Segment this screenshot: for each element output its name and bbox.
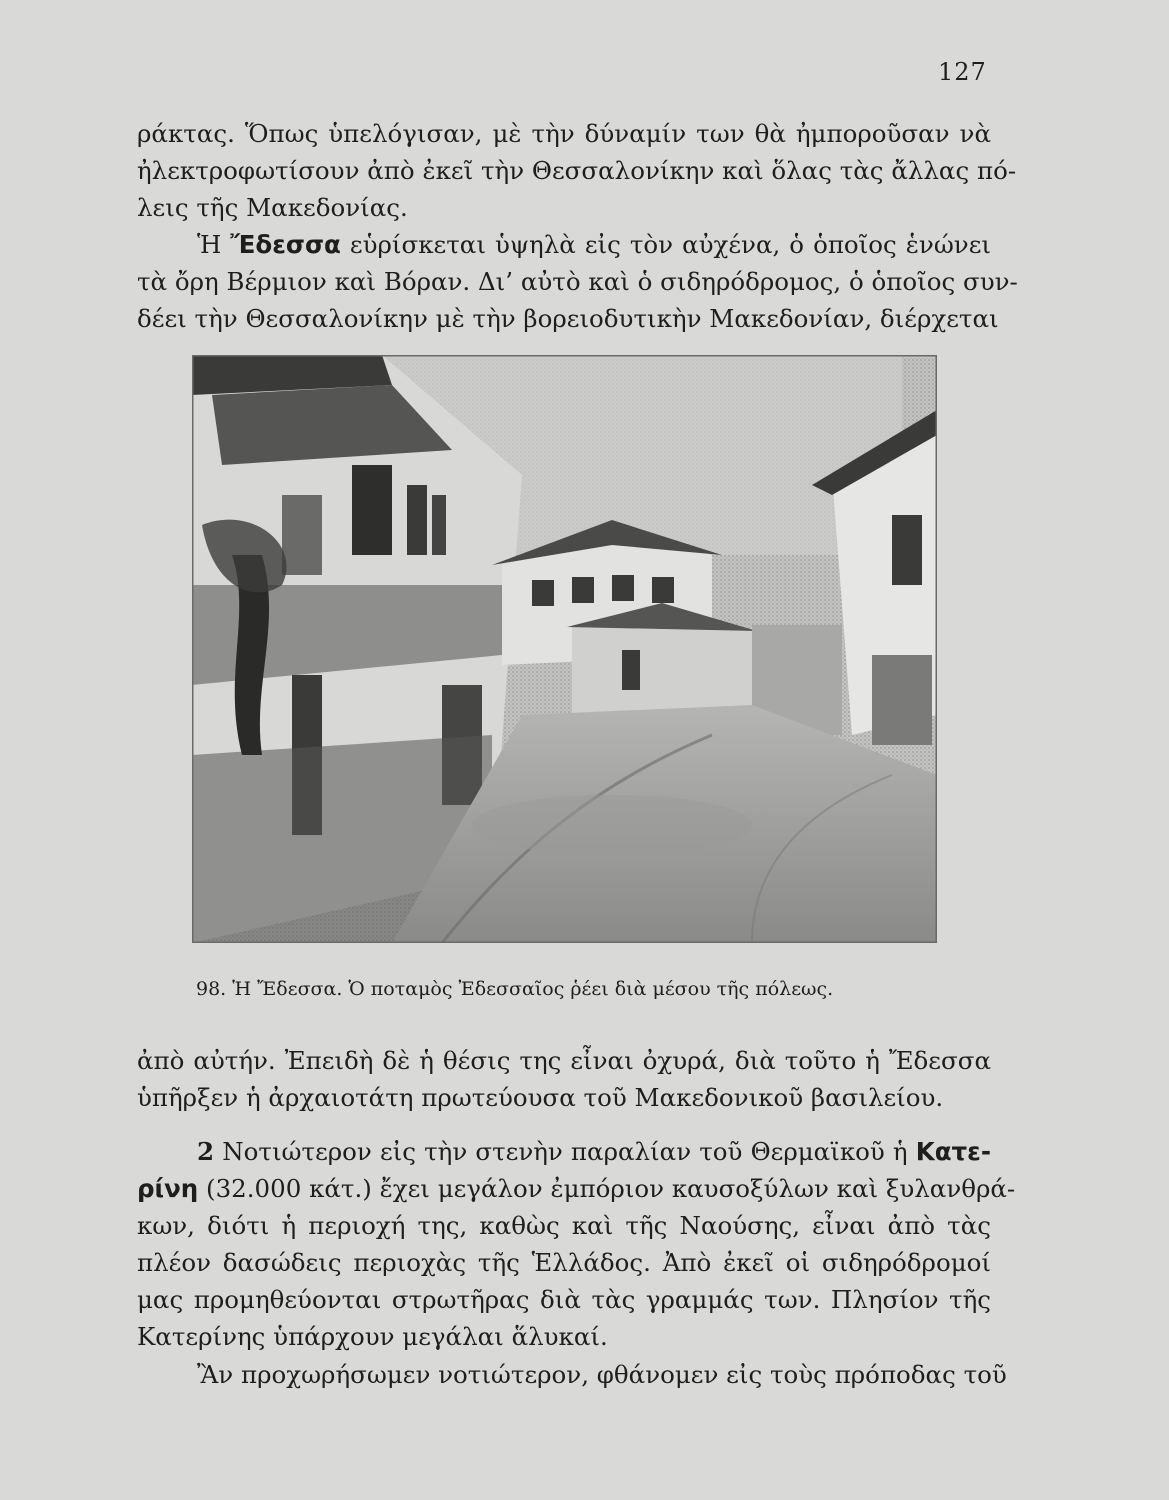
paragraph-electricity	[137, 115, 1017, 226]
edessa-first-rest: εὑρίσκεται ὑψηλὰ εἰς τὸν αὐχένα, ὁ ὁποῖος ἑνώνει	[340, 230, 991, 259]
paragraph-edessa	[137, 226, 1018, 337]
section-number: 2	[197, 1137, 215, 1166]
text-line	[137, 1133, 991, 1170]
text-line: Ἂν προχωρήσωμεν νοτιώτερον, φθάνομεν εἰς τοὺς πρόποδας τοῦ	[197, 1360, 1007, 1389]
text-line: τὰ ὄρη Βέρμιον καὶ Βόραν. Δι’ αὐτὸ καὶ ὁ σιδηρόδρομος, ὁ ὁποῖος συν-	[137, 267, 1018, 296]
text-line: ἀπὸ αὐτήν. Ἐπειδὴ δὲ ἡ θέσις της εἶναι ὀχυρά, διὰ τοῦτο ἡ Ἔδεσσα	[137, 1046, 991, 1075]
text-line: λεις τῆς Μακεδονίας.	[137, 193, 408, 222]
katerini-keyword-a: Κατε-	[915, 1137, 991, 1166]
paragraph-katerini	[137, 1133, 1016, 1355]
text-line: ὑπῆρξεν ἡ ἀρχαιοτάτη πρωτεύουσα τοῦ Μακεδονικοῦ βασιλείου.	[137, 1083, 944, 1112]
edessa-prefix: Ἡ	[197, 230, 231, 259]
text-line: ἠλεκτροφωτίσουν ἀπὸ ἐκεῖ τὴν Θεσσαλονίκην καὶ ὅλας τὰς ἄλλας πό-	[137, 156, 1017, 185]
text-line: Κατερίνης ὑπάρχουν μεγάλαι ἅλυκαί.	[137, 1322, 608, 1351]
text-line	[137, 1170, 1016, 1207]
text-line: μας προμηθεύονται στρωτῆρας διὰ τὰς γραμμάς των. Πλησίον τῆς	[137, 1285, 991, 1314]
text-line: κων, διότι ἡ περιοχή της, καθὼς καὶ τῆς Ναούσης, εἶναι ἀπὸ τὰς	[137, 1211, 991, 1240]
katerini-keyword-b: ρίνη	[137, 1174, 199, 1203]
paragraph-edessa-cont	[137, 1042, 991, 1116]
paragraph-south	[137, 1356, 1007, 1393]
text-line: ράκτας. Ὅπως ὑπελόγισαν, μὲ τὴν δύναμίν των θὰ ἠμποροῦσαν νὰ	[137, 119, 991, 148]
text-line: δέει τὴν Θεσσαλονίκην μὲ τὴν βορειοδυτικὴν Μακεδονίαν, διέρχεται	[137, 304, 999, 333]
text-line: πλέον δασώδεις περιοχὰς τῆς Ἑλλάδος. Ἀπὸ ἐκεῖ οἱ σιδηρόδρομοί	[137, 1248, 991, 1277]
page-number: 127	[938, 58, 987, 86]
edessa-photograph	[192, 355, 937, 943]
street-scene-illustration	[192, 355, 937, 943]
text-line	[137, 226, 991, 263]
edessa-keyword: Ἔδεσσα	[230, 230, 341, 259]
katerini-first-pre: Νοτιώτερον εἰς τὴν στενὴν παραλίαν τοῦ Θερμαϊκοῦ ἡ	[214, 1137, 916, 1166]
figure-caption: 98. Ἡ Ἔδεσσα. Ὁ ποταμὸς Ἐδεσσαῖος ῥέει διὰ μέσου τῆς πόλεως.	[196, 978, 834, 1000]
katerini-second-rest: (32.000 κάτ.) ἔχει μεγάλον ἐμπόριον καυσοξύλων καὶ ξυλανθρά-	[198, 1174, 1016, 1203]
